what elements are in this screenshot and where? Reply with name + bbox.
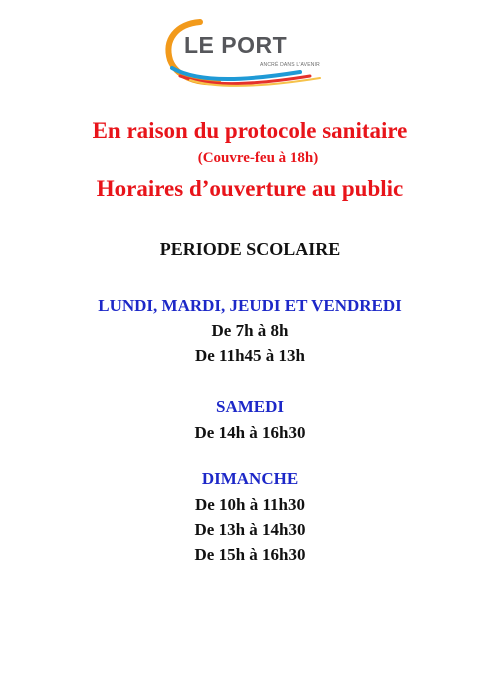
notice-subheading: Horaires d’ouverture au public — [96, 176, 404, 201]
curfew-note: (Couvre-feu à 18h) — [197, 150, 319, 166]
schedule-days: DIMANCHE — [201, 469, 299, 488]
schedule-hours: De 10h à 11h30 — [194, 495, 306, 514]
le-port-logo — [160, 18, 340, 90]
schedule-hours: De 13h à 14h30 — [194, 520, 306, 539]
logo-tagline: ANCRÉ DANS L'AVENIR — [260, 62, 320, 68]
schedule-hours: De 15h à 16h30 — [194, 545, 306, 564]
schedule-days: LUNDI, MARDI, JEUDI ET VENDREDI — [98, 296, 402, 315]
schedule-hours: De 11h45 à 13h — [194, 346, 306, 365]
logo-name: LE PORT — [184, 32, 288, 58]
schedule-days: SAMEDI — [215, 397, 284, 416]
period-title: PERIODE SCOLAIRE — [159, 239, 341, 259]
notice-heading: En raison du protocole sanitaire — [92, 118, 408, 143]
schedule-hours: De 14h à 16h30 — [194, 423, 306, 442]
schedule-hours: De 7h à 8h — [211, 321, 289, 340]
